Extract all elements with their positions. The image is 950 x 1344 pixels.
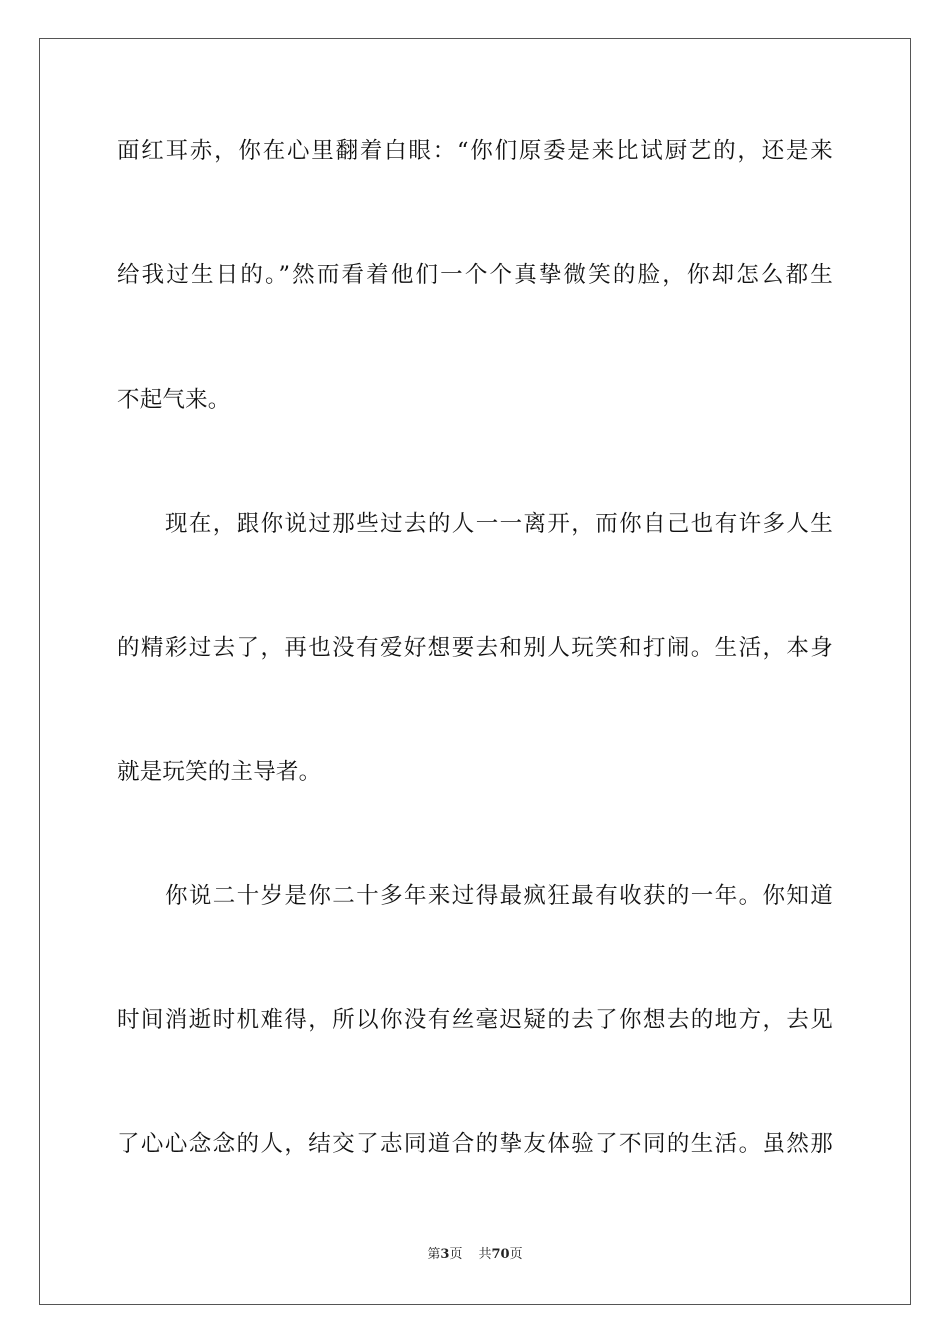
text-line: 面红耳赤，你在心里翻着白眼：“你们原委是来比试厨艺的，还是来 xyxy=(117,138,833,164)
page-suffix: 页 xyxy=(449,1247,463,1262)
total-pages: 70 xyxy=(491,1247,510,1262)
text-line-paragraph-start: 现在，跟你说过那些过去的人一一离开，而你自己也有许多人生 xyxy=(165,511,833,537)
text-line: 不起气来。 xyxy=(117,387,231,413)
page-footer xyxy=(0,1246,950,1264)
text-line: 给我过生日的。”然而看着他们一个个真挚微笑的脸，你却怎么都生 xyxy=(117,262,833,288)
total-prefix: 共 xyxy=(478,1247,492,1262)
text-line: 就是玩笑的主导者。 xyxy=(117,759,322,785)
text-line: 了心心念念的人，结交了志同道合的挚友体验了不同的生活。虽然那 xyxy=(117,1131,833,1157)
page-prefix: 第 xyxy=(427,1247,441,1262)
total-suffix: 页 xyxy=(509,1247,523,1262)
text-line: 的精彩过去了，再也没有爱好想要去和别人玩笑和打闹。生活，本身 xyxy=(117,635,833,661)
page-number: 3 xyxy=(440,1247,450,1262)
page-border xyxy=(39,38,911,1305)
text-line: 时间消逝时机难得，所以你没有丝毫迟疑的去了你想去的地方，去见 xyxy=(117,1007,833,1033)
text-line-paragraph-start: 你说二十岁是你二十多年来过得最疯狂最有收获的一年。你知道 xyxy=(165,883,833,909)
